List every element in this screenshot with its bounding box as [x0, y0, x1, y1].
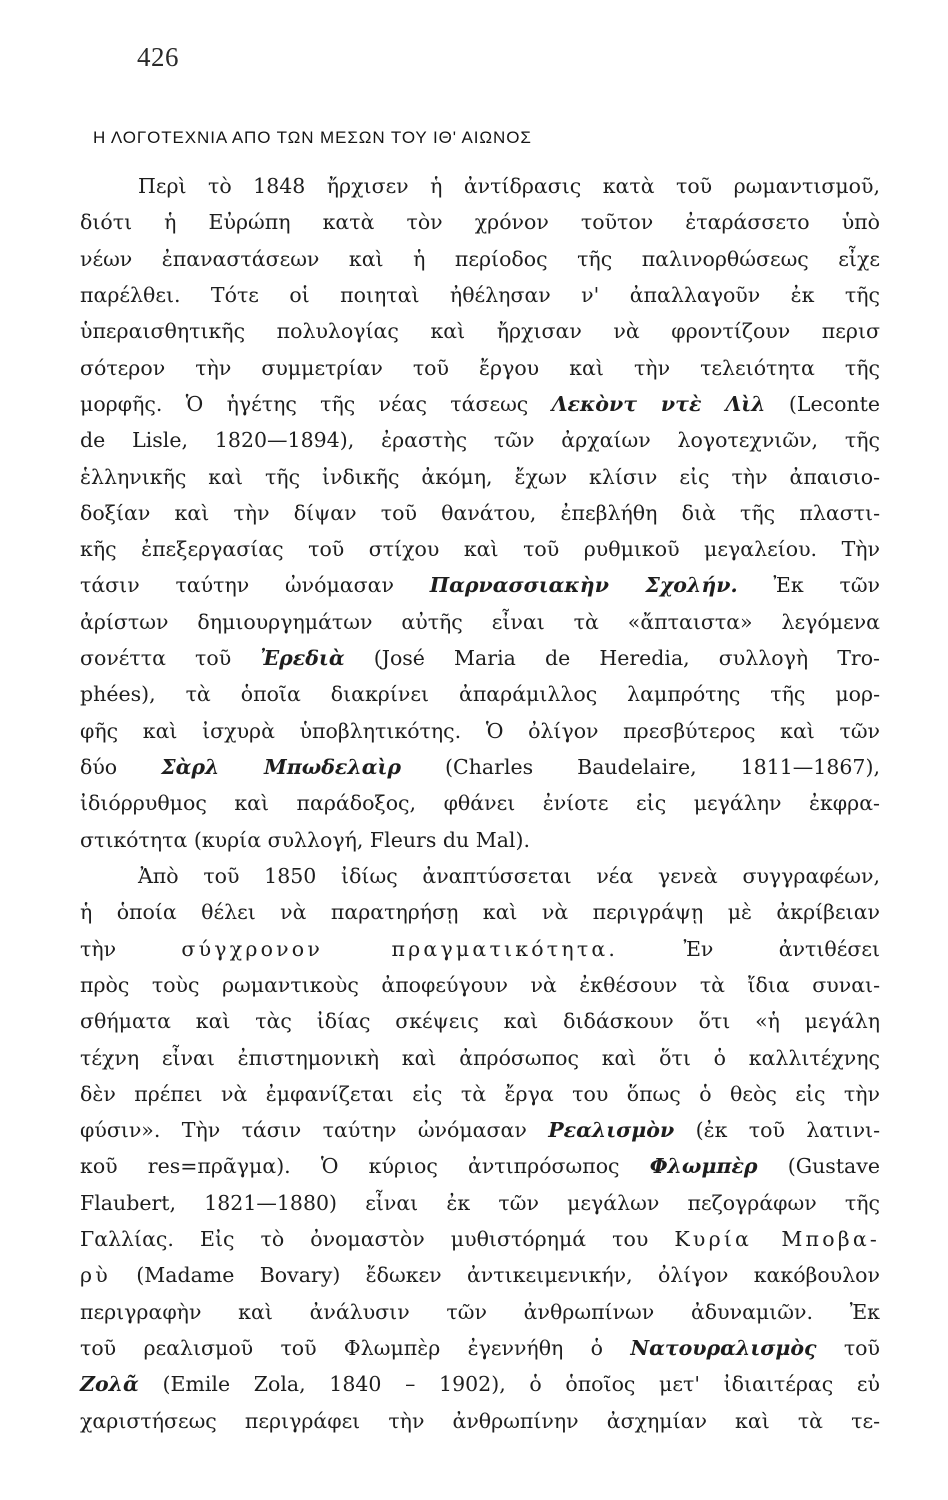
- text-line: ἑλληνικῆς καὶ τῆς ἰνδικῆς ἀκόμη, ἔχων κλίσιν εἰς τὴν ἀπαισιο-: [80, 464, 880, 489]
- text-line: [80, 1112, 880, 1148]
- emphasis-term: Ρεαλισμὸν: [548, 1118, 675, 1143]
- text-run: Γαλλίας. Εἰς τὸ ὀνομαστὸν μυθιστόρημά του: [80, 1227, 675, 1252]
- text-body: [80, 168, 880, 1439]
- spaced-emphasis: Κυρία Μποβα-: [674, 1227, 880, 1252]
- text-line: [80, 1148, 880, 1184]
- running-head: Η ΛΟΓΟΤΕΧΝΙΑ ΑΠΟ ΤΩΝ ΜΕΣΩΝ ΤΟΥ ΙΘ' ΑΙΩΝΟΣ: [93, 128, 532, 147]
- text-run: κοῦ res=πρᾶγμα). Ὁ κύριος ἀντιπρόσωπος: [80, 1154, 650, 1179]
- text-line: σότερον τὴν συμμετρίαν τοῦ ἔργου καὶ τὴν τελειότητα τῆς: [80, 355, 880, 380]
- text-line: πρὸς τοὺς ρωμαντικοὺς ἀποφεύγουν νὰ ἐκθέσουν τὰ ἴδια συναι-: [80, 972, 880, 997]
- text-line: δὲν πρέπει νὰ ἐμφανίζεται εἰς τὰ ἔργα του ὅπως ὁ θεὸς εἰς τὴν: [80, 1081, 880, 1106]
- text-run: σονέττα τοῦ: [80, 646, 261, 671]
- text-line: Ἀπὸ τοῦ 1850 ἰδίως ἀναπτύσσεται νέα γενεὰ συγγραφέων,: [138, 863, 880, 888]
- text-run: Ἐκ τῶν: [737, 573, 880, 598]
- emphasis-term: Παρνασσιακὴν Σχολήν.: [429, 573, 738, 598]
- emphasis-name: Ἐρεδιὰ: [260, 646, 345, 671]
- emphasis-name: Σὰρλ Μπωδελαὶρ: [161, 755, 402, 779]
- emphasis-name: Ζολᾶ: [80, 1372, 139, 1397]
- text-line: δοξίαν καὶ τὴν δίψαν τοῦ θανάτου, ἐπεβλήθη διὰ τῆς πλαστι-: [80, 500, 880, 525]
- text-line: Περὶ τὸ 1848 ἤρχισεν ἡ ἀντίδρασις κατὰ τοῦ ρωμαντισμοῦ,: [138, 174, 880, 198]
- text-run: φύσιν». Τὴν τάσιν ταύτην ὠνόμασαν: [80, 1118, 549, 1143]
- text-run: (Leconte: [765, 391, 880, 416]
- text-line: de Lisle, 1820—1894), ἐραστὴς τῶν ἀρχαίων λογοτεχνιῶν, τῆς: [80, 428, 880, 453]
- text-line: ἰδιόρρυθμος καὶ παράδοξος, φθάνει ἐνίοτε εἰς μεγάλην ἐκφρα-: [80, 791, 880, 816]
- text-run: (Charles Baudelaire, 1811—1867),: [401, 755, 880, 779]
- text-line: διότι ἡ Εὐρώπη κατὰ τὸν χρόνον τοῦτον ἐταράσσετο ὑπὸ: [80, 210, 880, 235]
- emphasis-name: Λεκὸντ ντὲ Λὶλ: [551, 391, 766, 416]
- text-line: περιγραφὴν καὶ ἀνάλυσιν τῶν ἀνθρωπίνων ἀδυναμιῶν. Ἐκ: [80, 1299, 880, 1324]
- text-line: [80, 640, 880, 676]
- text-run: δύο: [80, 755, 162, 779]
- text-line: φῆς καὶ ἰσχυρὰ ὑποβλητικότης. Ὁ ὀλίγον πρεσβύτερος καὶ τῶν: [80, 718, 880, 743]
- text-line: [80, 749, 880, 785]
- text-line: τέχνη εἶναι ἐπιστημονικὴ καὶ ἀπρόσωπος καὶ ὅτι ὁ καλλιτέχνης: [80, 1045, 880, 1070]
- text-run: τὴν: [80, 936, 182, 961]
- text-line: [80, 567, 880, 603]
- text-line: ὑπεραισθητικῆς πολυλογίας καὶ ἤρχισαν νὰ φροντίζουν περισ: [80, 319, 880, 344]
- text-line: phées), τὰ ὁποῖα διακρίνει ἀπαράμιλλος λαμπρότης τῆς μορ-: [80, 682, 880, 707]
- text-run: τάσιν ταύτην ὠνόμασαν: [80, 573, 430, 598]
- text-run: (Madame Bovary) ἔδωκεν ἀντικειμενικήν, ὀλίγον κακόβουλον: [110, 1263, 880, 1288]
- emphasis-name: Φλωμπὲρ: [649, 1154, 758, 1179]
- text-run: (ἐκ τοῦ λατινι-: [674, 1118, 881, 1143]
- text-line: [80, 1221, 880, 1257]
- page-number: 426: [137, 42, 179, 72]
- text-run: τοῦ ρεαλισμοῦ τοῦ Φλωμπὲρ ἐγεννήθη ὁ: [80, 1336, 631, 1360]
- text-run: Ἐν ἀντιθέσει: [618, 936, 880, 961]
- text-line: [80, 1366, 880, 1402]
- text-line: κῆς ἐπεξεργασίας τοῦ στίχου καὶ τοῦ ρυθμικοῦ μεγαλείου. Τὴν: [80, 537, 880, 562]
- text-line: [80, 1257, 880, 1293]
- spaced-emphasis: σύγχρονον πραγματικότητα.: [181, 936, 619, 961]
- text-line: Flaubert, 1821—1880) εἶναι ἐκ τῶν μεγάλων πεζογράφων τῆς: [80, 1190, 880, 1215]
- text-line: παρέλθει. Τότε οἱ ποιηταὶ ἠθέλησαν ν' ἀπαλλαγοῦν ἐκ τῆς: [80, 282, 880, 307]
- text-line: σθήματα καὶ τὰς ἰδίας σκέψεις καὶ διδάσκουν ὅτι «ἡ μεγάλη: [80, 1009, 880, 1034]
- text-line: [80, 1330, 880, 1366]
- text-line: χαριστήσεως περιγράφει τὴν ἀνθρωπίνην ἀσχημίαν καὶ τὰ τε-: [80, 1408, 880, 1433]
- text-run: (José Maria de Heredia, συλλογὴ Tro-: [344, 646, 880, 671]
- text-line: ἀρίστων δημιουργημάτων αὐτῆς εἶναι τὰ «ἄπταιστα» λεγόμενα: [80, 609, 880, 634]
- text-run: (Gustave: [757, 1154, 880, 1179]
- text-line: ἡ ὁποία θέλει νὰ παρατηρήσῃ καὶ νὰ περιγράψῃ μὲ ἀκρίβειαν: [80, 900, 880, 925]
- text-run: μορφῆς. Ὁ ἡγέτης τῆς νέας τάσεως: [80, 391, 552, 416]
- spaced-emphasis: ρὺ: [80, 1263, 111, 1288]
- text-line: [80, 931, 880, 967]
- text-line: στικότητα (κυρία συλλογή, Fleurs du Mal).: [80, 827, 530, 852]
- text-run: τοῦ: [816, 1336, 880, 1360]
- text-line: [80, 386, 880, 422]
- emphasis-term: Νατουραλισμὸς: [630, 1336, 817, 1360]
- text-run: (Emile Zola, 1840 – 1902), ὁ ὁποῖος μετ' ἰδιαιτέρας εὐ: [138, 1372, 880, 1397]
- text-line: νέων ἐπαναστάσεων καὶ ἡ περίοδος τῆς παλινορθώσεως εἶχε: [80, 246, 880, 271]
